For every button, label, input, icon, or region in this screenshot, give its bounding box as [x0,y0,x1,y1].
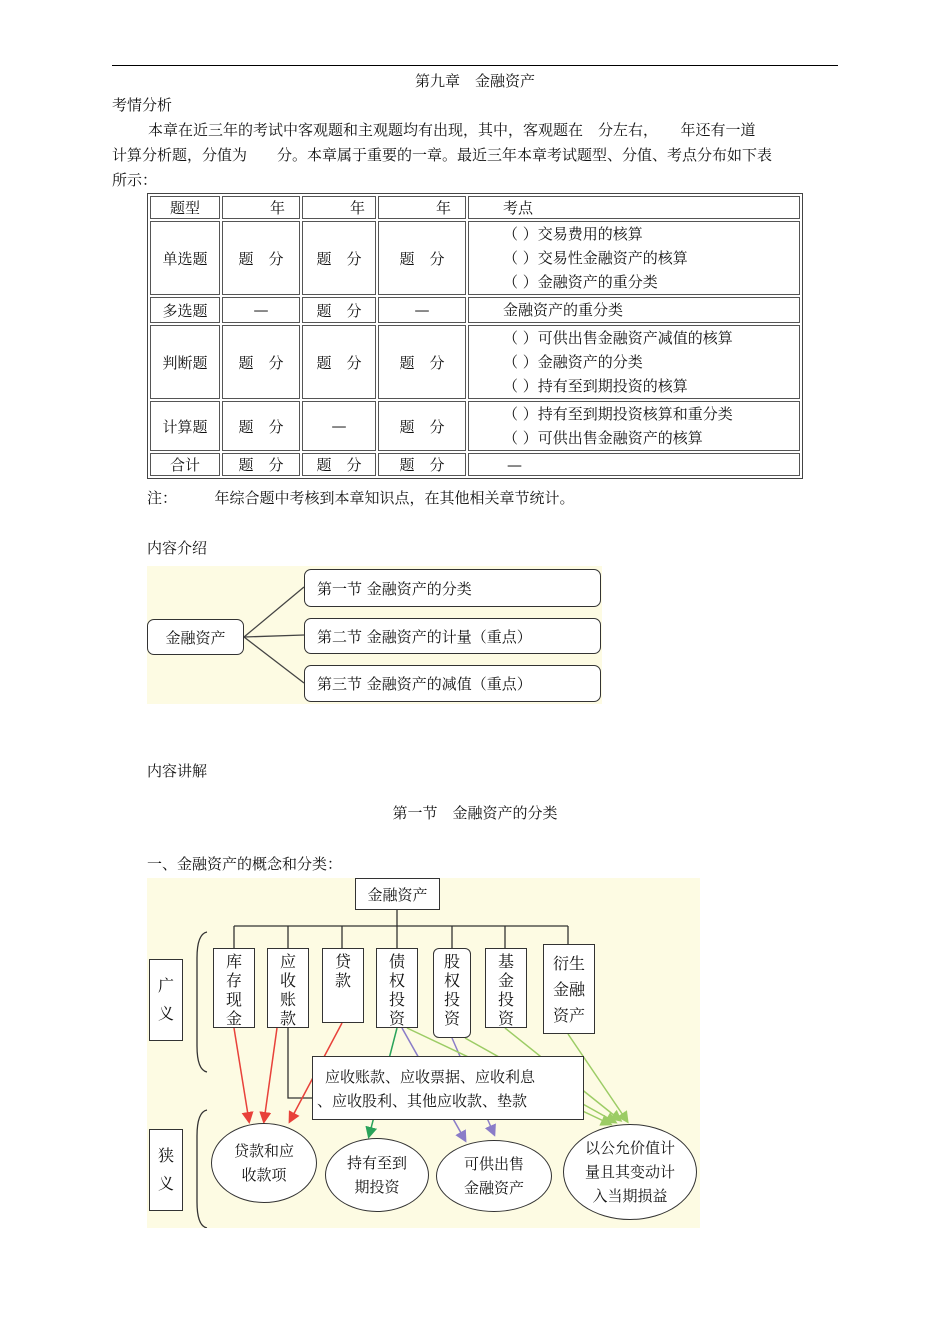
table-note: 注： 年综合题中考核到本章知识点，在其他相关章节统计。 [147,489,575,507]
topic-line: （ ）交易费用的核算 [503,225,643,243]
topic-line: 金融资产的重分类 [503,301,624,319]
broad-item-debt-investment [376,948,418,1028]
table-header-row [150,196,800,219]
topic-line: （ ）金融资产的分类 [503,353,643,371]
content-intro-heading: 内容介绍 [147,539,208,557]
row-topics [468,297,800,323]
broad-item-fund-investment [485,948,527,1028]
row-type: 单选题 [150,221,220,295]
topic-line: （ ）可供出售金融资产的核算 [503,429,703,447]
item-char: 权 [443,971,460,990]
topic-line: （ ）持有至到期投资的核算 [503,377,688,395]
exam-distribution-table [147,193,803,479]
narrow-line: 可供出售 [463,1155,524,1173]
narrow-fvtpl [563,1124,697,1220]
receivables-line: 、应收股利、其他应收款、垫款 [317,1092,528,1110]
broad-label-char: 义 [157,1004,174,1023]
header-cell: 题型 [150,196,220,219]
row-year3: 题 分 [378,453,466,476]
topic-line: （ ）持有至到期投资核算和重分类 [503,405,733,423]
table-row [150,401,800,451]
row-type: 判断题 [150,325,220,399]
receivables-line: 应收账款、应收票据、应收利息 [325,1068,536,1086]
item-char: 债 [388,952,405,971]
table-row [150,325,800,399]
item-char: 投 [443,990,460,1009]
item-char: 股 [443,952,460,971]
item-char: 贷 [334,952,351,971]
row-year3: 题 分 [378,401,466,451]
row-topics: — [468,453,800,476]
item-char: 金 [497,971,514,990]
intro-line-3: 所示： [112,171,158,189]
item-char: 资 [497,1009,514,1028]
row-type: 计算题 [150,401,220,451]
topic-line: （ ）可供出售金融资产减值的核算 [503,329,733,347]
chapter-title: 第九章 金融资产 [414,72,535,90]
broad-item-equity-investment [433,948,471,1038]
narrow-line: 入当期损益 [592,1187,668,1205]
item-char: 现 [225,990,242,1009]
exam-analysis-heading: 考情分析 [112,96,173,114]
narrow-line: 期投资 [354,1178,400,1196]
row-year1: 题 分 [222,401,300,451]
item-char: 金融 [552,980,585,999]
intro-diagram [147,566,602,704]
row-year2: 题 分 [302,325,376,399]
row-year2: 题 分 [302,453,376,476]
narrow-line: 贷款和应 [233,1142,294,1160]
item-char: 投 [388,990,405,1009]
row-year3: — [378,297,466,323]
row-topics [468,325,800,399]
narrow-label-box [149,1129,183,1211]
header-cell: 年 [302,196,376,219]
item-char: 收 [279,971,296,990]
header-cell: 年 [222,196,300,219]
row-year1: — [222,297,300,323]
broad-label-char: 广 [157,976,174,995]
item-char: 衍生 [552,954,585,973]
narrow-held-to-maturity [325,1138,429,1212]
row-year1: 题 分 [222,453,300,476]
row-year1: 题 分 [222,325,300,399]
row-topics [468,221,800,295]
row-year1: 题 分 [222,221,300,295]
intro-line-2: 计算分析题，分值为 分。本章属于重要的一章。最近三年本章考试题型、分值、考点分布如下表 [112,146,773,164]
intro-branch-2: 第二节 金融资产的计量（重点） [304,618,601,654]
intro-branch-1: 第一节 金融资产的分类 [304,569,601,607]
item-char: 权 [388,971,405,990]
item-char: 投 [497,990,514,1009]
narrow-line: 持有至到 [346,1154,407,1172]
item-char: 基 [497,952,514,971]
topic-line: （ ）交易性金融资产的核算 [503,249,688,267]
row-type: 多选题 [150,297,220,323]
header-rule [112,65,838,66]
row-type: 合计 [150,453,220,476]
broad-item-cash [213,948,255,1028]
broad-label-box [149,959,183,1041]
row-year2: 题 分 [302,221,376,295]
intro-branch-3: 第三节 金融资产的减值（重点） [304,665,601,702]
section1-title: 第一节 金融资产的分类 [392,804,558,822]
intro-line-1: 本章在近三年的考试中客观题和主观题均有出现，其中，客观题在 分左右， 年还有一道 [148,121,756,139]
row-year2: 题 分 [302,297,376,323]
table-row [150,297,800,323]
broad-item-loans [322,948,364,1023]
narrow-line: 以公允价值计 [584,1139,675,1157]
content-explain-heading: 内容讲解 [147,762,208,780]
narrow-line: 收款项 [241,1166,287,1184]
broad-item-receivables [267,948,309,1028]
table-row [150,221,800,295]
item-char: 账 [279,990,296,1009]
header-cell: 考点 [468,196,800,219]
classification-diagram [147,878,700,1228]
item-char: 资 [443,1009,460,1028]
item-char: 款 [334,971,351,990]
concept-heading: 一、金融资产的概念和分类： [147,855,343,873]
item-char: 库 [225,952,242,971]
item-char: 资产 [552,1006,585,1025]
broad-item-derivatives [543,944,595,1034]
narrow-available-for-sale [436,1140,552,1212]
item-char: 资 [388,1009,405,1028]
narrow-label-char: 狭 [157,1146,174,1165]
row-year3: 题 分 [378,221,466,295]
table-row [150,453,800,476]
row-topics [468,401,800,451]
topic-line: （ ）金融资产的重分类 [503,273,658,291]
receivables-detail-box [312,1056,584,1120]
intro-root-box: 金融资产 [147,619,244,655]
narrow-line: 金融资产 [463,1179,524,1197]
narrow-loans-receivables [211,1123,317,1203]
item-char: 存 [225,971,242,990]
classification-root-box: 金融资产 [355,878,440,910]
narrow-label-char: 义 [157,1174,174,1193]
row-year2: — [302,401,376,451]
header-cell: 年 [378,196,466,219]
narrow-line: 量且其变动计 [584,1163,675,1181]
item-char: 款 [279,1009,296,1028]
item-char: 金 [225,1009,242,1028]
item-char: 应 [279,952,296,971]
row-year3: 题 分 [378,325,466,399]
